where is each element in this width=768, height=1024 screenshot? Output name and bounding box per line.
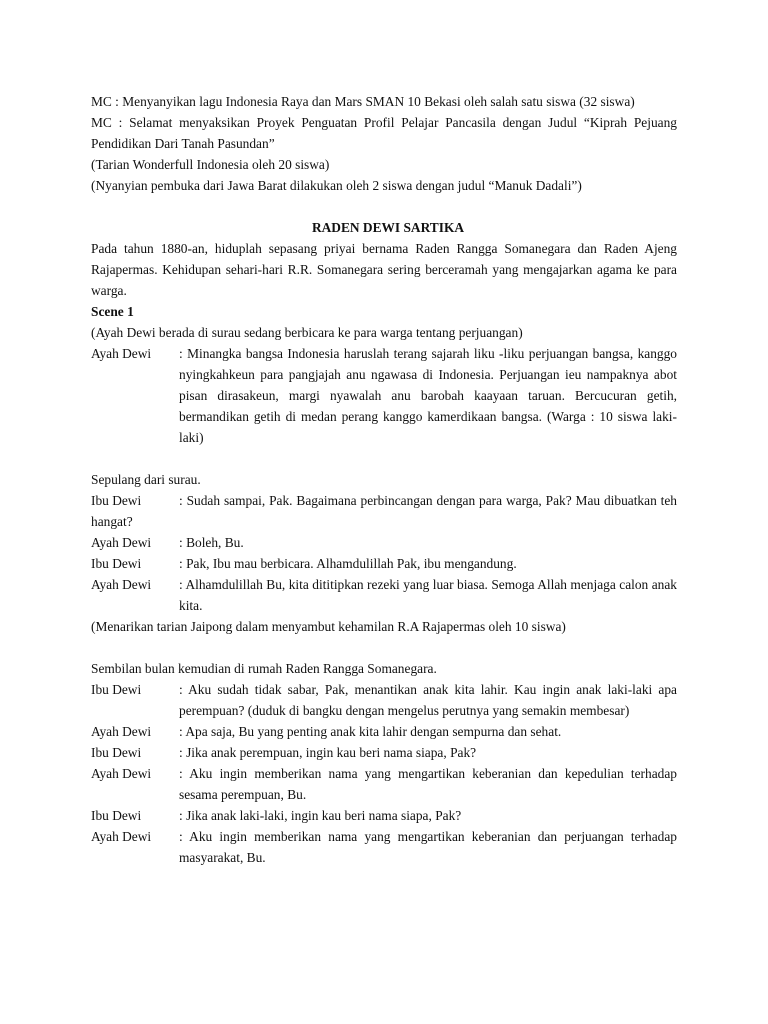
spacer [91,448,677,469]
dialogue-text: : Aku ingin memberikan nama yang mengartikan keberanian dan perjuangan terhadap masyarakat, Bu. [179,829,677,865]
dialogue-text: : Aku sudah tidak sabar, Pak, menantikan anak kita lahir. Kau ingin anak laki-laki apa perempuan? (duduk di bangku dengan mengelus perutnya yang semakin membesar) [179,682,677,718]
stage-direction: (Menarikan tarian Jaipong dalam menyambut kehamilan R.A Rajapermas oleh 10 siswa) [91,619,566,634]
stage-direction: (Ayah Dewi berada di surau sedang berbicara ke para warga tentang perjuangan) [91,325,523,340]
intro-line: MC : Menyanyikan lagu Indonesia Raya dan Mars SMAN 10 Bekasi oleh salah satu siswa (32 siswa) [91,94,635,109]
dialogue-text: : Aku ingin memberikan nama yang mengartikan keberanian dan kepedulian terhadap sesama perempuan, Bu. [179,766,677,802]
speaker-name: Ayah Dewi [91,346,152,361]
speaker-name: Ayah Dewi [91,535,152,550]
play-title: RADEN DEWI SARTIKA [311,220,465,235]
speaker-name: Ibu Dewi [91,556,142,571]
scene-heading: Scene 1 [91,304,134,319]
dialogue-text: : Jika anak perempuan, ingin kau beri nama siapa, Pak? [179,745,477,760]
speaker-name: Ibu Dewi [91,682,142,697]
dialogue-line [91,574,677,616]
dialogue-text: : Apa saja, Bu yang penting anak kita lahir dengan sempurna dan sehat. [179,724,562,739]
speaker-name: Ibu Dewi [91,493,142,508]
spacer [91,196,677,217]
dialogue-text: : Minangka bangsa Indonesia haruslah terang sajarah liku -liku perjuangan bangsa, kanggo nyingkahkeun para pangjajah anu ngawasa di Indonesia. Perjuangan ieu nampaknya abot pisan dirasakeun, margi nyawalah anu barobah kaayaan taruan. Bercucuran getih, bermandikan getih di medan perang kanggo kamerdikaan bangsa. (Warga : 10 siswa laki-laki) [179,346,677,445]
dialogue-line [91,805,677,826]
speaker-name: Ibu Dewi [91,808,142,823]
speaker-name: Ayah Dewi [91,766,152,781]
speaker-name: Ayah Dewi [91,829,152,844]
dialogue-text: : Alhamdulillah Bu, kita dititipkan rezeki yang luar biasa. Semoga Allah menjaga calon anak kita. [179,577,677,613]
dialogue-line [91,721,677,742]
dialogue-line [91,826,677,868]
dialogue-line [91,679,677,721]
intro-section [91,91,677,196]
dialogue-text: : Pak, Ibu mau berbicara. Alhamdulillah Pak, ibu mengandung. [179,556,517,571]
opening-paragraph: Pada tahun 1880-an, hiduplah sepasang priyai bernama Raden Rangga Somanegara dan Raden Ajeng Rajapermas. Kehidupan sehari-hari R.R. Somanegara sering berceramah yang mengajarkan agama ke para warga. [91,241,677,298]
dialogue-line [91,343,677,448]
spacer [91,637,677,658]
narration: Sepulang dari surau. [91,472,201,487]
dialogue-text: : Boleh, Bu. [179,535,244,550]
speaker-name: Ayah Dewi [91,724,152,739]
dialogue-line [91,553,677,574]
intro-line: (Tarian Wonderfull Indonesia oleh 20 siswa) [91,157,330,172]
intro-line: (Nyanyian pembuka dari Jawa Barat dilakukan oleh 2 siswa dengan judul “Manuk Dadali”) [91,178,582,193]
narration: Sembilan bulan kemudian di rumah Raden Rangga Somanegara. [91,661,437,676]
dialogue-line [91,490,677,532]
dialogue-line [91,763,677,805]
speaker-name: Ibu Dewi [91,745,142,760]
dialogue-line [91,532,677,553]
document-body [91,91,677,868]
dialogue-line [91,742,677,763]
intro-line: MC : Selamat menyaksikan Proyek Penguatan Profil Pelajar Pancasila dengan Judul “Kiprah Pejuang Pendidikan Dari Tanah Pasundan” [91,115,677,151]
speaker-name: Ayah Dewi [91,577,152,592]
dialogue-text: : Jika anak laki-laki, ingin kau beri nama siapa, Pak? [179,808,462,823]
dialogue-text: : Sudah sampai, Pak. Bagaimana perbincangan dengan para warga, Pak? Mau dibuatkan teh hangat? [91,493,677,529]
